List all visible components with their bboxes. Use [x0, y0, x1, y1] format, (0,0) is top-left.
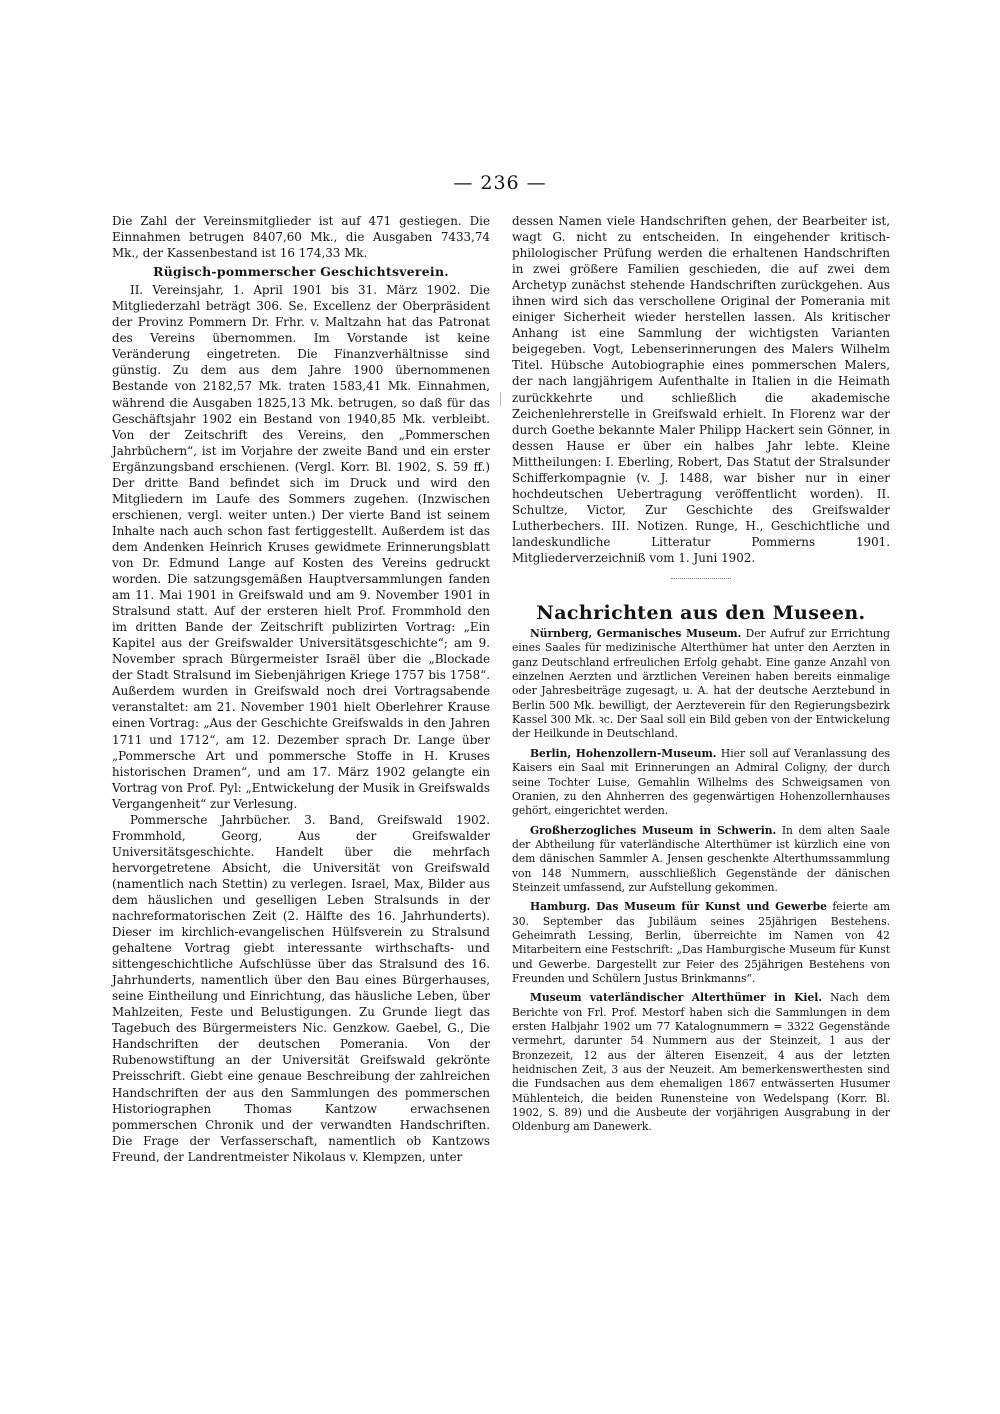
- jahrbuecher-paragraph: Pommersche Jahrbücher. 3. Band, Greifswald 1902. Frommhold, Georg, Aus der Greifswalder Universitätsgeschichte. Handelt über die mehrfach hervorgetretene Absicht, die Universität von Greifswald (namentlich nach Stettin) zu verlegen. Israel, Max, Bilder aus dem häuslichen und geselligen Leben Stralsunds in der nachreformatorischen Zeit (2. Hälfte des 16. Jahrhunderts). Dieser im kirchlich-evangelischen Hülfsverein zu Stralsund gehaltene Vortrag giebt interessante wirthschafts- und sittengeschichtliche Aufschlüsse über das Stralsund des 16. Jahrhunderts, namentlich über den Bau eines Bürgerhauses, seine Eintheilung und Einrichtung, das häusliche Leben, über Mahlzeiten, Feste und Belustigungen. Zu Grunde liegt das Tagebuch des Bürgermeisters Nic. Genzkow. Gaebel, G., Die Handschriften der deutschen Pomerania. Von der Rubenowstiftung an der Universität Greifswald gekrönte Preisschrift. Giebt eine genaue Beschreibung der zahlreichen Handschriften der aus den Sammlungen des pommerschen Historiographen Thomas Kantzow erwachsenen pommerschen Chronik und der verwandten Handschriften. Die Frage der Verfasserschaft, namentlich ob Kantzows Freund, der Landrentmeister Nikolaus v. Klempzen, unter: [112, 812, 490, 1164]
- museum-item-berlin: [512, 747, 890, 819]
- museum-item-title: Großherzogliches Museum in Schwerin.: [530, 823, 777, 837]
- museum-item-text: Hier soll auf Veranlassung des Kaisers ein Saal mit Erinnerungen an Admiral Coligny, der durch seine Tochter Luise, Gemahlin Wilhelms des Schweigsamen von Oranien, zu den Ahnherren des gegenwärtigen Hohenzollernhauses gehört, eingerichtet werden.: [512, 746, 890, 818]
- column-mark: [500, 392, 503, 406]
- right-column: [512, 213, 890, 1140]
- museum-item-text: feierte am 30. September das Jubiläum seines 25jährigen Bestehens. Geheimrath Lessing, Berlin, überreichte im Namen von 42 Mitarbeitern eine Festschrift: „Das Hamburgische Museum für Kunst und Gewerbe. Dargestellt zur Feier des 25jährigen Bestehens von Freunden und Schülern Justus Brinkmanns“.: [512, 900, 890, 985]
- museum-item-title: Museum vaterländischer Alterthümer in Kiel.: [530, 991, 823, 1005]
- left-column: [112, 213, 490, 1165]
- museum-item-text: Der Aufruf zur Errichtung eines Saales für medizinische Alterthümer hat unter den Aerzten in ganz Deutschland erfreulichen Erfolg gehabt. Eine ganze Anzahl von einzelnen Aerzten und ärztlichen Vereinen haben bereits einmalige oder Jahresbeiträge zugesagt, u. A. hat der deutsche Aerztebund in Berlin 500 Mk. bewilligt, der Aerzteverein für den Regierungsbezirk Kassel 300 Mk. ꝛc. Der Saal soll ein Bild geben von der Entwickelung der Heilkunde in Deutschland.: [512, 627, 890, 741]
- museum-item-title: Hamburg. Das Museum für Kunst und Gewerbe: [530, 900, 827, 914]
- museum-item-nuernberg: [512, 627, 890, 742]
- section-heading-museum-news: Nachrichten aus den Museen.: [536, 602, 866, 625]
- museum-item-hamburg: [512, 900, 890, 986]
- continued-paragraph: dessen Namen viele Handschriften gehen, der Bearbeiter ist, wagt G. nicht zu entscheiden. In eingehender kritisch-philologischer Prüfung werden die erhaltenen Handschriften in zwei größere Familien geschieden, die auf zwei dem Archetyp zunächst stehende Handschriften zurückgehen. Aus ihnen wird sich das verschollene Original der Pomerania mit einiger Sicherheit wieder herstellen lassen. Als kritischer Anhang ist eine Sammlung der wichtigsten Varianten beigegeben. Vogt, Lebenserinnerungen des Malers Wilhelm Titel. Hübsche Autobiographie eines pommerschen Malers, der nach langjährigem Aufenthalte in Italien in die Heimath zurückkehrte und schließlich die akademische Zeichenlehrerstelle in Greifswald erhielt. In Florenz war der durch Goethe bekannte Maler Philipp Hackert sein Gönner, in dessen Hause er über ein halbes Jahr lebte. Kleine Mittheilungen: I. Eberling, Robert, Das Statut der Stralsunder Schifferkompagnie (v. J. 1488, war bisher nur in einer hochdeutschen Uebertragung veröffentlicht worden). II. Schultze, Victor, Zur Geschichte des Greifswalder Lutherbechers. III. Notizen. Runge, H., Geschichtliche und landeskundliche Litteratur Pommerns 1901. Mitgliederverzeichniß vom 1. Juni 1902.: [512, 214, 890, 565]
- section-heading-ruegisch-pommerscher-verein: Rügisch-pommerscher Geschichtsverein.: [153, 264, 449, 280]
- museum-item-title: Nürnberg, Germanisches Museum.: [530, 627, 742, 641]
- museum-item-title: Berlin, Hohenzollern-Museum.: [530, 746, 717, 760]
- museum-item-text: In dem alten Saale der Abtheilung für vaterländische Alterthümer ist kürzlich eine von dem dänischen Sammler A. Jensen geschenkte Alterthumssammlung von 148 Nummern, ausschließlich Gegenstände der dänischen Steinzeit umfassend, zur Aufstellung gekommen.: [512, 823, 890, 894]
- museum-news-list: [512, 627, 890, 1135]
- membership-paragraph: Die Zahl der Vereinsmitglieder ist auf 471 gestiegen. Die Einnahmen betrugen 8407,60 Mk., die Ausgaben 7433,74 Mk., der Kassenbestand ist 16 174,33 Mk.: [112, 214, 490, 261]
- annual-report-paragraph: II. Vereinsjahr, 1. April 1901 bis 31. März 1902. Die Mitgliederzahl beträgt 306. Se. Excellenz der Oberpräsident der Provinz Pommern Dr. Frhr. v. Maltzahn hat das Patronat des Vereins übernommen. Im Vorstande ist keine Veränderung eingetreten. Die Finanzverhältnisse sind günstig. Zu dem aus dem Jahre 1900 übernommenen Bestande von 2182,57 Mk. traten 1583,41 Mk. Einnahmen, während die Ausgaben 1825,13 Mk. betrugen, so daß für das Geschäftsjahr 1902 ein Bestand von 1940,85 Mk. verbleibt. Von der Zeitschrift des Vereins, den „Pommerschen Jahrbüchern“, ist im Vorjahre der zweite Band und ein erster Ergänzungsband erschienen. (Vergl. Korr. Bl. 1902, S. 59 ff.) Der dritte Band befindet sich im Druck und wird den Mitgliedern im Laufe des Sommers zugehen. (Inzwischen erschienen, vergl. weiter unten.) Der vierte Band ist seinem Inhalte nach auch schon fast fertiggestellt. Außerdem ist das dem Andenken Heinrich Kruses gewidmete Erinnerungsblatt von Dr. Edmund Lange auf Kosten des Vereins gedruckt worden. Die satzungsgemäßen Hauptversammlungen fanden am 11. Mai 1901 in Greifswald und am 9. November 1901 in Stralsund statt. Auf der ersteren hielt Prof. Frommhold den im dritten Bande der Zeitschrift publizirten Vortrag: „Ein Kapitel aus der Greifswalder Universitätsgeschichte“; am 9. November sprach Bürgermeister Israël über die „Blockade der Stadt Stralsund im Siebenjährigen Kriege 1757 bis 1758“. Außerdem wurden in Greifswald noch drei Vortragsabende veranstaltet: am 21. November 1901 hielt Oberlehrer Krause einen Vortrag: „Aus der Geschichte Greifswalds in den Jahren 1711 und 1712“, am 12. Dezember sprach Dr. Lange über „Pommersche Art und pommersche Stoffe in H. Kruses historischen Dramen“, und am 17. März 1902 gelangte ein Vortrag von Prof. Pyl: „Entwickelung der Musik in Greifswalds Vergangenheit“ zur Verlesung.: [112, 283, 490, 811]
- museum-item-text: Nach dem Berichte von Frl. Prof. Mestorf haben sich die Sammlungen in dem ersten Halbjahr 1902 um 77 Katalognummern = 3322 Gegenstände vermehrt, darunter 54 Nummern aus der Steinzeit, 1 aus der Bronzezeit, 12 aus der älteren Eisenzeit, 4 aus der letzten heidnischen Zeit, 3 aus der Neuzeit. Am bemerkenswerthesten sind die Fundsachen aus dem ehemaligen 1867 entwässerten Husumer Mühlenteich, die beiden Runensteine von Wedelspang (Korr. Bl. 1902, S. 89) und die Ausbeute der vorjährigen Ausgrabung in der Oldenburg am Danewerk.: [512, 991, 890, 1134]
- section-divider: [671, 578, 731, 579]
- museum-item-kiel: [512, 991, 890, 1134]
- museum-item-schwerin: [512, 824, 890, 896]
- page-number: — 236 —: [453, 172, 547, 194]
